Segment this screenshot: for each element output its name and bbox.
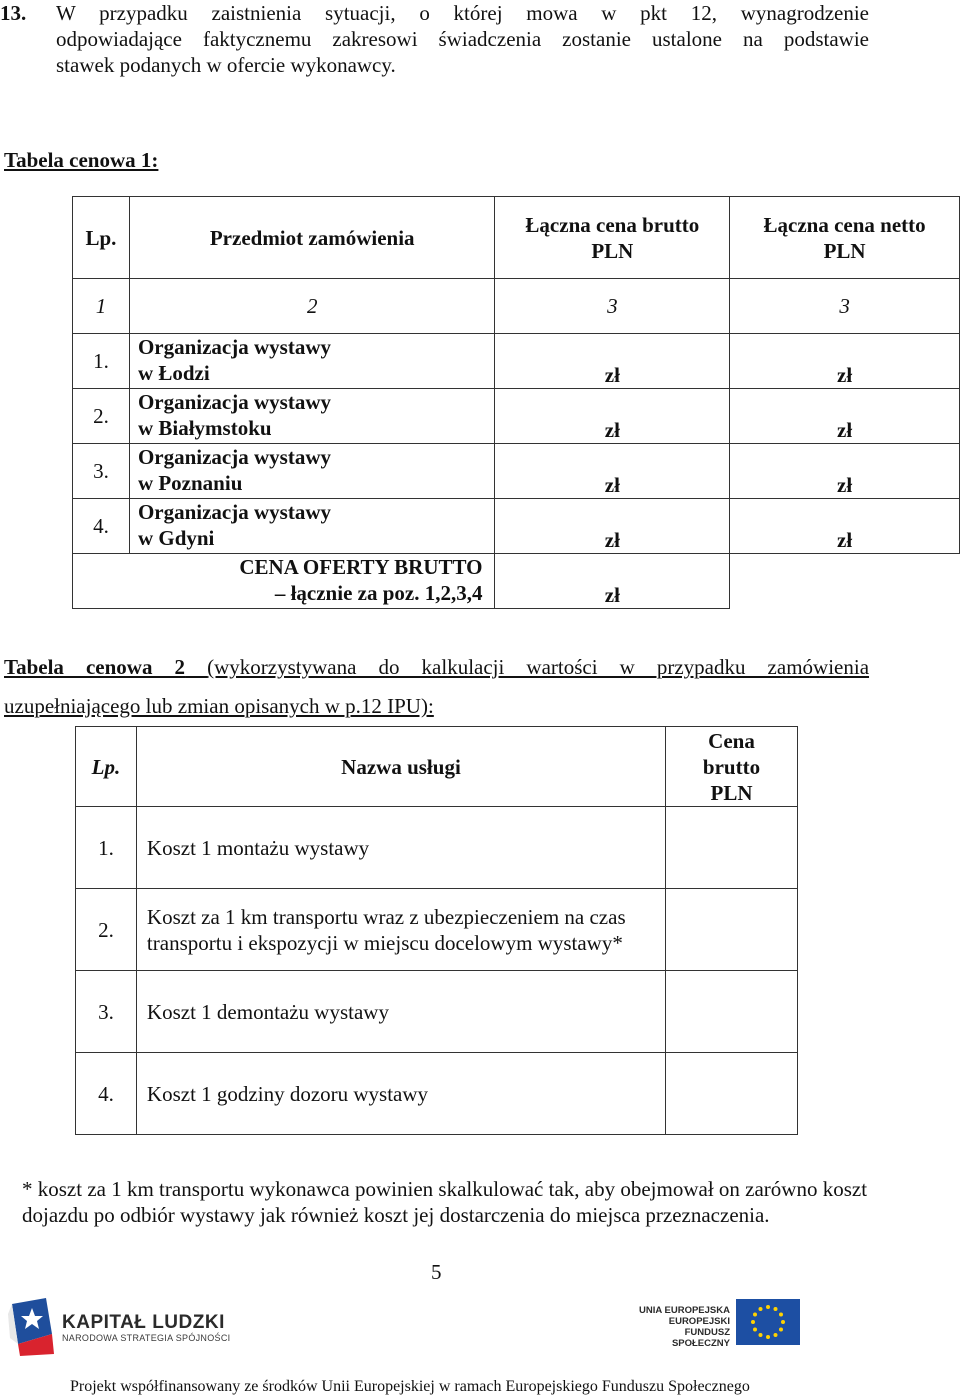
row-service: Koszt 1 godziny dozoru wystawy [136, 1053, 665, 1135]
row-lp: 1. [76, 807, 137, 889]
row-subject [129, 499, 495, 554]
empty-cell [730, 554, 960, 609]
row-subject [129, 444, 495, 499]
row-gross: zł [495, 444, 730, 499]
index-cell: 3 [730, 279, 960, 334]
table-row [73, 389, 960, 444]
item-13-number: 13. [0, 1, 27, 25]
row-service: Koszt za 1 km transportu wraz z ubezpieczeniem na czas transportu i ekspozycji w miejscu docelowym wystawy* [136, 889, 665, 971]
eu-flag-icon [736, 1299, 800, 1345]
eu-star [766, 1305, 770, 1309]
item-13-line: stawek podanych w ofercie wykonawcy. [56, 53, 396, 77]
row-net: zł [730, 444, 960, 499]
price-table-2 [75, 726, 798, 1135]
eu-logo-line: UNIA EUROPEJSKA [639, 1305, 730, 1316]
kapital-ludzki-logo-icon [6, 1294, 58, 1358]
total-label-line: – łącznie za poz. 1,2,3,4 [274, 581, 483, 605]
row-subject-line: w Poznaniu [137, 471, 243, 495]
eu-star [779, 1328, 783, 1332]
total-label-line: CENA OFERTY BRUTTO [239, 555, 483, 579]
table-row [76, 807, 798, 889]
row-service: Koszt 1 montażu wystawy [136, 807, 665, 889]
row-gross: zł [495, 389, 730, 444]
table-total-row [73, 554, 960, 609]
page-number: 5 [431, 1260, 442, 1284]
table-row [76, 1053, 798, 1135]
row-subject-line: Organizacja wystawy [137, 390, 331, 414]
row-lp: 3. [76, 971, 137, 1053]
row-price [666, 889, 798, 971]
row-subject-line: w Gdyni [137, 526, 215, 550]
row-price [666, 807, 798, 889]
table-2-heading [4, 648, 869, 726]
index-cell: 1 [73, 279, 130, 334]
table-2-heading-line [4, 648, 869, 687]
row-lp: 4. [76, 1053, 137, 1135]
footer-text: Projekt współfinansowany ze środków Unii Europejskiej w ramach Europejskiego Funduszu Społecznego [70, 1378, 750, 1395]
row-subject-line: w Łodzi [137, 361, 210, 385]
row-net: zł [730, 389, 960, 444]
row-gross: zł [495, 499, 730, 554]
table-row [76, 971, 798, 1053]
price-table-1 [72, 196, 960, 609]
eu-logo-line: FUNDUSZ SPOŁECZNY [671, 1327, 730, 1349]
eu-star [753, 1313, 757, 1317]
row-lp: 2. [73, 389, 130, 444]
row-lp: 3. [73, 444, 130, 499]
item-13-line: odpowiadające faktycznemu zakresowi świadczenia zostanie ustalone na podstawie [56, 27, 869, 51]
header-lp: Lp. [73, 197, 130, 279]
header-gross: Łączna cena brutto PLN [495, 197, 730, 279]
table-row [73, 444, 960, 499]
row-price [666, 1053, 798, 1135]
index-cell: 3 [495, 279, 730, 334]
row-lp: 2. [76, 889, 137, 971]
row-lp: 4. [73, 499, 130, 554]
item-13-line: W przypadku zaistnienia sytuacji, o której mowa w pkt 12, wynagrodzenie [56, 1, 869, 25]
eu-star [774, 1333, 778, 1337]
row-subject-line: Organizacja wystawy [137, 500, 331, 524]
footnote: * koszt za 1 km transportu wykonawca powinien skalkulować tak, aby obejmował on zarówno koszt dojazdu po odbiór wystawy jak również koszt jej dostarczenia do miejsca przeznaczenia. [22, 1177, 868, 1227]
row-subject-line: Organizacja wystawy [137, 335, 331, 359]
eu-star [759, 1333, 763, 1337]
eu-star [779, 1313, 783, 1317]
row-lp: 1. [73, 334, 130, 389]
header-price: Cena brutto PLN [666, 727, 798, 807]
row-subject [129, 389, 495, 444]
eu-star [759, 1307, 763, 1311]
eu-star [753, 1328, 757, 1332]
total-gross: zł [495, 554, 730, 609]
header-subject: Przedmiot zamówienia [129, 197, 495, 279]
table-1-heading: Tabela cenowa 1: [4, 148, 159, 172]
eu-logo-line: EUROPEJSKI [668, 1316, 730, 1327]
item-13-paragraph [56, 0, 869, 78]
table-2-heading-bold: Tabela cenowa 2 [4, 655, 186, 679]
kapital-ludzki-title: KAPITAŁ LUDZKI [62, 1312, 225, 1333]
eu-star [774, 1307, 778, 1311]
table-row [76, 889, 798, 971]
total-label [73, 554, 495, 609]
table-row [73, 499, 960, 554]
table-1-index-row [73, 279, 960, 334]
eu-star [766, 1335, 770, 1339]
table-1-header-row [73, 197, 960, 279]
table-2-heading-line: uzupełniającego lub zmian opisanych w p.12 IPU): [4, 694, 434, 718]
row-subject-line: w Białymstoku [137, 416, 272, 440]
header-net: Łączna cena netto PLN [730, 197, 960, 279]
table-2-heading-rest: (wykorzystywana do kalkulacji wartości w przypadku zamówienia [207, 655, 870, 679]
eu-logo-text [630, 1305, 730, 1349]
eu-star [751, 1320, 755, 1324]
row-subject [129, 334, 495, 389]
row-net: zł [730, 334, 960, 389]
row-service: Koszt 1 demontażu wystawy [136, 971, 665, 1053]
index-cell: 2 [129, 279, 495, 334]
row-gross: zł [495, 334, 730, 389]
row-net: zł [730, 499, 960, 554]
header-lp: Lp. [76, 727, 137, 807]
header-service: Nazwa usługi [136, 727, 665, 807]
table-row [73, 334, 960, 389]
row-subject-line: Organizacja wystawy [137, 445, 331, 469]
row-price [666, 971, 798, 1053]
table-2-header-row [76, 727, 798, 807]
kapital-ludzki-subtitle: NARODOWA STRATEGIA SPÓJNOŚCI [62, 1333, 231, 1343]
eu-star [781, 1320, 785, 1324]
